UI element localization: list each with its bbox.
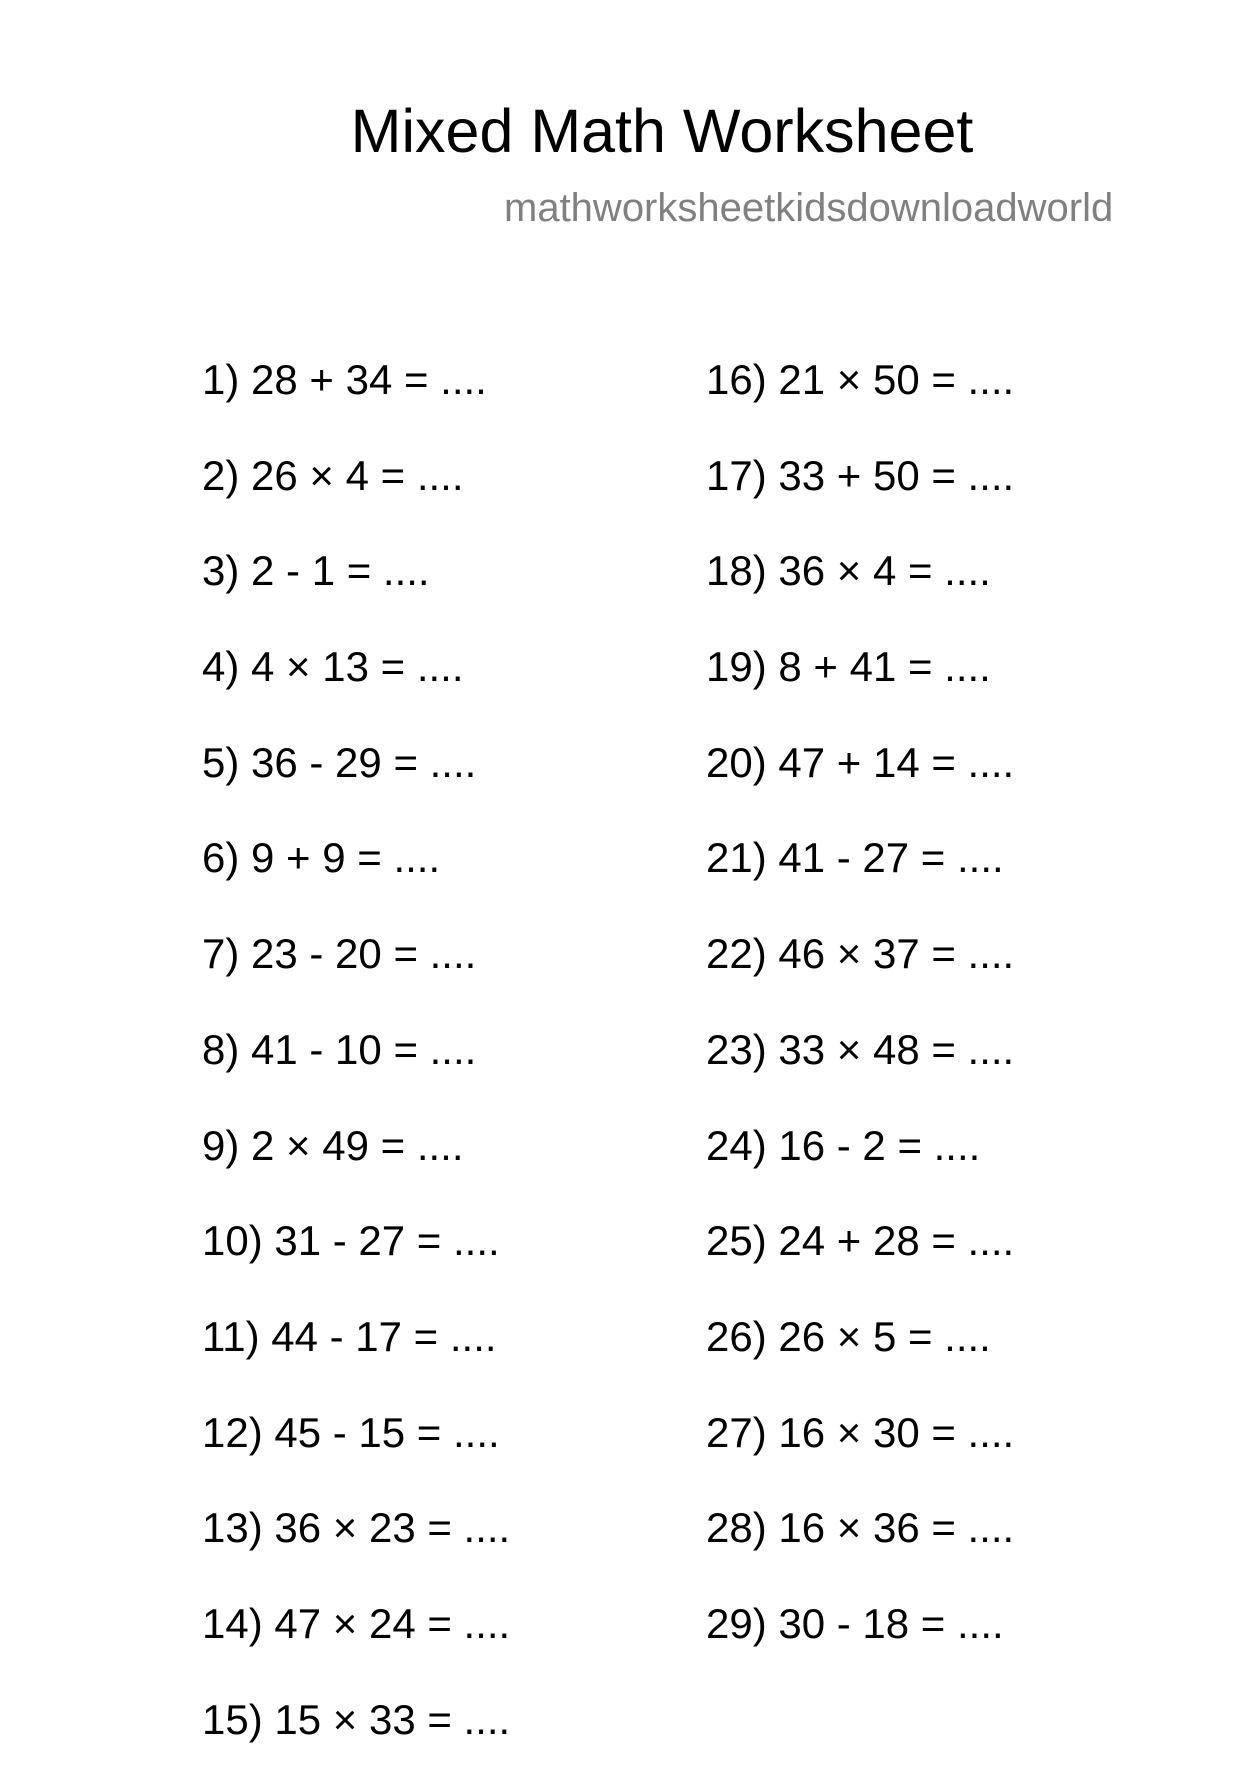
math-problem: 19) 8 + 41 = ....: [706, 643, 991, 691]
math-problem: 3) 2 - 1 = ....: [202, 547, 430, 595]
math-problem: 17) 33 + 50 = ....: [706, 451, 1015, 499]
math-problem: 1) 28 + 34 = ....: [202, 356, 487, 403]
math-problem: 20) 47 + 14 = ....: [706, 738, 1015, 786]
math-problem: 28) 16 × 36 = ....: [706, 1504, 1015, 1552]
math-problem: 23) 33 × 48 = ....: [706, 1025, 1015, 1073]
math-problem: 15) 15 × 33 = ....: [202, 1695, 511, 1743]
math-problem: 11) 44 - 17 = ....: [202, 1312, 497, 1360]
math-problem: 27) 16 × 30 = ....: [706, 1408, 1015, 1456]
math-problem: 14) 47 × 24 = ....: [202, 1599, 511, 1647]
math-problem: 4) 4 × 13 = ....: [202, 643, 464, 691]
math-problem: 16) 21 × 50 = ....: [706, 356, 1015, 403]
math-problem: 10) 31 - 27 = ....: [202, 1217, 500, 1265]
problems-column-right: [706, 352, 1014, 1692]
math-problem: 18) 36 × 4 = ....: [706, 547, 991, 595]
math-problem: 25) 24 + 28 = ....: [706, 1217, 1015, 1265]
page-title: Mixed Math Worksheet: [350, 97, 974, 165]
math-problem: 6) 9 + 9 = ....: [202, 834, 441, 882]
math-problem: 29) 30 - 18 = ....: [706, 1599, 1004, 1647]
math-problem: 12) 45 - 15 = ....: [202, 1408, 500, 1456]
site-watermark: mathworksheetkidsdownloadworld: [504, 186, 1114, 230]
problems-column-left: [202, 352, 510, 1787]
math-problem: 26) 26 × 5 = ....: [706, 1312, 991, 1360]
math-problem: 13) 36 × 23 = ....: [202, 1504, 511, 1552]
math-problem: 21) 41 - 27 = ....: [706, 834, 1004, 882]
math-problem: 24) 16 - 2 = ....: [706, 1121, 981, 1169]
math-problem: 9) 2 × 49 = ....: [202, 1121, 464, 1169]
math-problem: 22) 46 × 37 = ....: [706, 930, 1015, 978]
math-problem: 2) 26 × 4 = ....: [202, 451, 464, 499]
math-problem: 5) 36 - 29 = ....: [202, 738, 477, 786]
math-problem: 8) 41 - 10 = ....: [202, 1025, 477, 1073]
math-problem: 7) 23 - 20 = ....: [202, 930, 477, 978]
